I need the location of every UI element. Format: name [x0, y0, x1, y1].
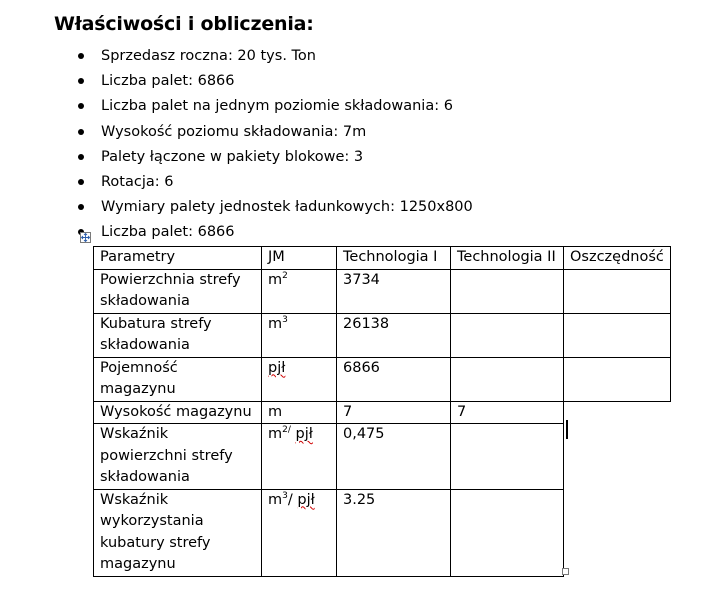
table-row [94, 313, 671, 357]
tech2-cell[interactable] [451, 489, 564, 576]
header-cell-jm[interactable]: JM [262, 247, 337, 270]
list-item [78, 147, 473, 172]
table-row [94, 269, 671, 313]
bullet-icon [78, 179, 84, 185]
table-row [94, 489, 671, 576]
list-item [78, 46, 473, 71]
tech1-cell[interactable]: 6866 [337, 357, 451, 401]
table-header-row [94, 247, 671, 270]
list-item-text: Liczba palet: 6866 [101, 224, 235, 241]
list-item-text: Liczba palet na jednym poziomie składowania: 6 [101, 98, 453, 115]
param-cell[interactable]: Wskaźnik powierzchni strefy składowania [94, 424, 262, 490]
tech2-cell[interactable] [451, 357, 564, 401]
properties-list [78, 46, 473, 248]
tech1-cell[interactable]: 0,475 [337, 424, 451, 490]
tech1-cell[interactable]: 26138 [337, 313, 451, 357]
table-resize-handle[interactable] [562, 568, 569, 575]
list-item [78, 96, 473, 121]
tech2-cell[interactable] [451, 313, 564, 357]
table-row [94, 401, 671, 424]
bullet-icon [78, 154, 84, 160]
savings-cell-empty [564, 401, 671, 424]
section-title: Właściwości i obliczenia: [54, 13, 314, 35]
list-item-text: Palety łączone w pakiety blokowe: 3 [101, 148, 364, 165]
unit-cell[interactable]: $m^2$ [262, 269, 337, 313]
header-cell-oszczednosc[interactable]: Oszczędność [564, 247, 671, 270]
header-cell-parametry[interactable]: Parametry [94, 247, 262, 270]
bullet-icon [78, 103, 84, 109]
savings-cell-empty [564, 424, 671, 490]
unit-cell[interactable]: $m^3$ [262, 313, 337, 357]
savings-cell[interactable] [564, 269, 671, 313]
param-cell[interactable]: Kubatura strefy składowania [94, 313, 262, 357]
unit-cell[interactable]: m [262, 401, 337, 424]
list-item-text: Liczba palet: 6866 [101, 73, 235, 90]
table-row [94, 357, 671, 401]
list-item-text: Wymiary palety jednostek ładunkowych: 1250x800 [101, 199, 473, 216]
text-cursor [566, 420, 568, 439]
tech2-cell[interactable]: 7 [451, 401, 564, 424]
list-item-text: Rotacja: 6 [101, 173, 174, 190]
list-item [78, 122, 473, 147]
savings-cell[interactable] [564, 357, 671, 401]
table-row [94, 424, 671, 490]
unit-cell[interactable]: pjł [262, 357, 337, 401]
savings-cell-empty [564, 489, 671, 576]
table-move-handle-icon[interactable] [80, 232, 91, 243]
list-item [78, 71, 473, 96]
tech1-cell[interactable]: 3.25 [337, 489, 451, 576]
param-cell[interactable]: Powierzchnia strefy składowania [94, 269, 262, 313]
param-cell[interactable]: Wysokość magazynu [94, 401, 262, 424]
tech2-cell[interactable] [451, 424, 564, 490]
list-item [78, 172, 473, 197]
param-cell[interactable]: Pojemność magazynu [94, 357, 262, 401]
bullet-icon [78, 78, 84, 84]
calculations-table [93, 246, 671, 577]
tech2-cell[interactable] [451, 269, 564, 313]
bullet-icon [78, 129, 84, 135]
bullet-icon [78, 204, 84, 210]
header-cell-technologia-1[interactable]: Technologia I [337, 247, 451, 270]
bullet-icon [78, 53, 84, 59]
savings-cell[interactable] [564, 313, 671, 357]
list-item-text: Sprzedasz roczna: 20 tys. Ton [101, 48, 316, 64]
list-item [78, 222, 473, 247]
header-cell-technologia-2[interactable]: Technologia II [451, 247, 564, 270]
tech1-cell[interactable]: 3734 [337, 269, 451, 313]
list-item-text: Wysokość poziomu składowania: 7m [101, 123, 367, 140]
unit-cell[interactable]: $m^{2/}$ pjł [262, 424, 337, 490]
list-item [78, 197, 473, 222]
param-cell[interactable]: Wskaźnik wykorzystania kubatury strefy magazynu [94, 489, 262, 576]
tech1-cell[interactable]: 7 [337, 401, 451, 424]
unit-cell[interactable]: $m^3/$ pjł [262, 489, 337, 576]
